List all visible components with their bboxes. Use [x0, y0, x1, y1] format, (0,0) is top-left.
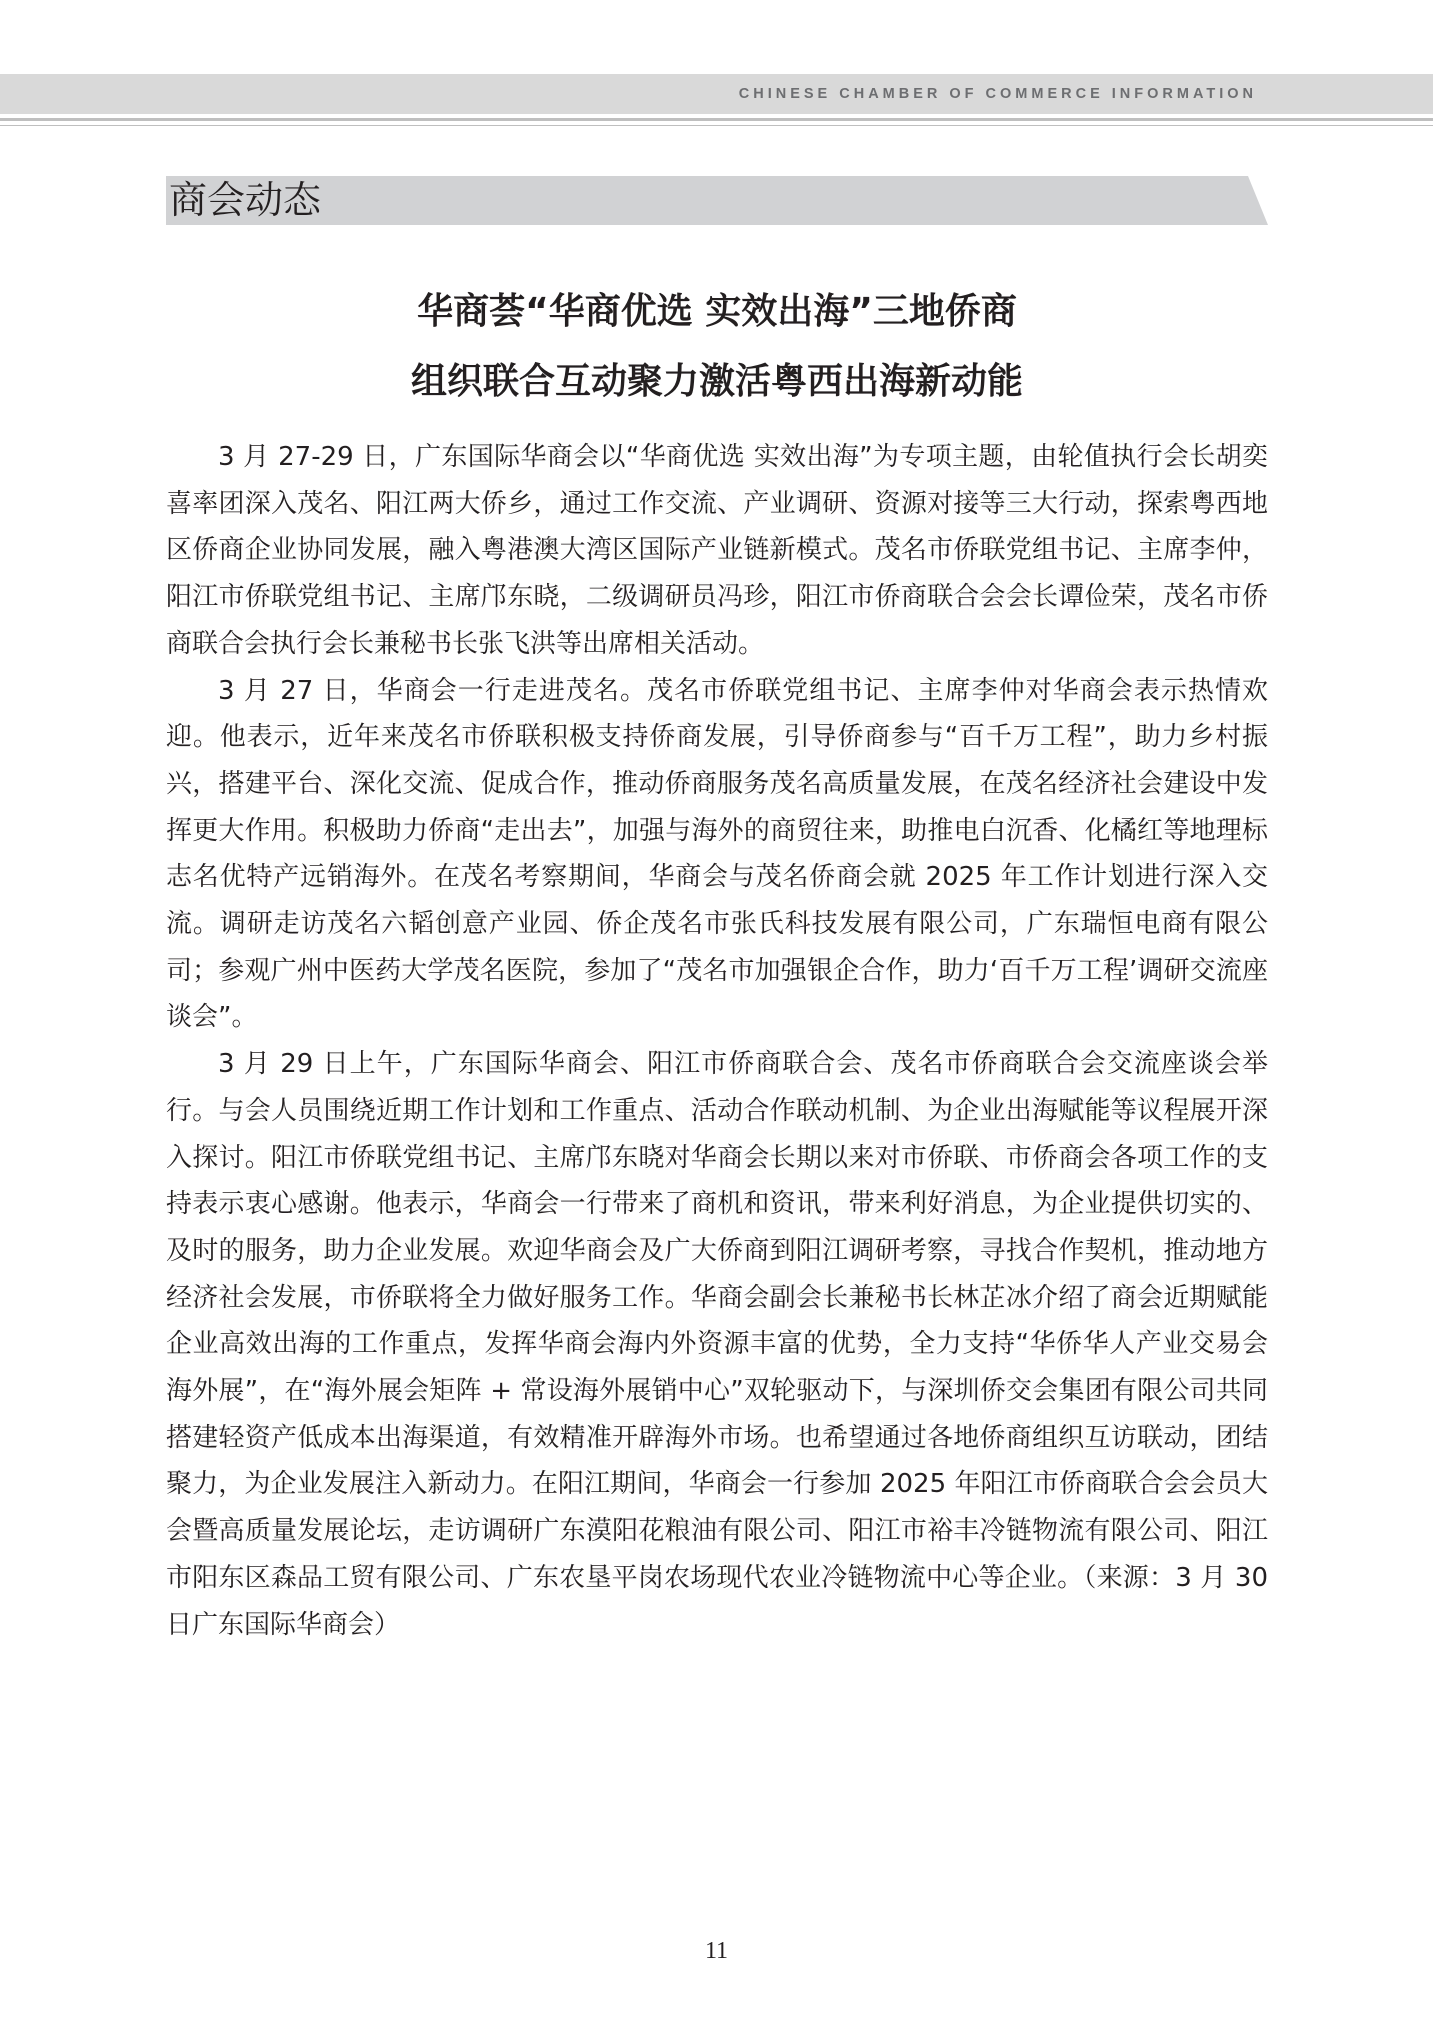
publication-header: CHINESE CHAMBER OF COMMERCE INFORMATION [738, 86, 1257, 102]
header-rule-thick [0, 118, 1433, 121]
article-title-line-1: 华商荟“华商优选 实效出海”三地侨商 [417, 291, 1017, 332]
article-title-line-2: 组织联合互动聚力激活粤西出海新动能 [410, 361, 1023, 402]
section-title: 商会动态 [169, 178, 322, 222]
paragraph-3: 3 月 29 日上午，广东国际华商会、阳江市侨商联合会、茂名市侨商联合会交流座谈会举行。与会人员围绕近期工作计划和工作重点、活动合作联动机制、为企业出海赋能等议程展开深入探讨。阳江市侨联党组书记、主席邝东晓对华商会长期以来对市侨联、市侨商会各项工作的支持表示衷心感谢。他表示，华商会一行带来了商机和资讯，带来利好消息，为企业提供切实的、及时的服务，助力企业发展。欢迎华商会及广大侨商到阳江调研考察，寻找合作契机，推动地方经济社会发展，市侨联将全力做好服务工作。华商会副会长兼秘书长林芷冰介绍了商会近期赋能企业高效出海的工作重点，发挥华商会海内外资源丰富的优势，全力支持“华侨华人产业交易会海外展”，在“海外展会矩阵 + 常设海外展销中心”双轮驱动下，与深圳侨交会集团有限公司共同搭建轻资产低成本出海渠道，有效精准开辟海外市场。也希望通过各地侨商组织互访联动，团结聚力，为企业发展注入新动力。在阳江期间，华商会一行参加 2025 年阳江市侨商联合会会员大会暨高质量发展论坛，走访调研广东漠阳花粮油有限公司、阳江市裕丰冷链物流有限公司、阳江市阳东区森品工贸有限公司、广东农垦平岗农场现代农业冷链物流中心等企业。（来源：3 月 30 日广东国际华商会） [166, 1049, 1268, 1640]
paragraph-2: 3 月 27 日，华商会一行走进茂名。茂名市侨联党组书记、主席李仲对华商会表示热情欢迎。他表示，近年来茂名市侨联积极支持侨商发展，引导侨商参与“百千万工程”，助力乡村振兴，搭建平台、深化交流、促成合作，推动侨商服务茂名高质量发展，在茂名经济社会建设中发挥更大作用。积极助力侨商“走出去”，加强与海外的商贸往来，助推电白沉香、化橘红等地理标志名优特产远销海外。在茂名考察期间，华商会与茂名侨商会就 2025 年工作计划进行深入交流。调研走访茂名六韬创意产业园、侨企茂名市张氏科技发展有限公司，广东瑞恒电商有限公司；参观广州中医药大学茂名医院，参加了“茂名市加强银企合作，助力‘百千万工程’调研交流座谈会”。 [166, 675, 1268, 1033]
page-number: 11 [704, 1938, 729, 1964]
paragraph-1: 3 月 27-29 日，广东国际华商会以“华商优选 实效出海”为专项主题，由轮值执行会长胡奕喜率团深入茂名、阳江两大侨乡，通过工作交流、产业调研、资源对接等三大行动，探索粤西地区侨商企业协同发展，融入粤港澳大湾区国际产业链新模式。茂名市侨联党组书记、主席李仲，阳江市侨联党组书记、主席邝东晓，二级调研员冯珍，阳江市侨商联合会会长谭俭荣，茂名市侨商联合会执行会长兼秘书长张飞洪等出席相关活动。 [166, 442, 1268, 659]
section-banner [166, 176, 1268, 225]
article-body [166, 434, 1268, 1648]
header-rule-thin [0, 125, 1433, 126]
